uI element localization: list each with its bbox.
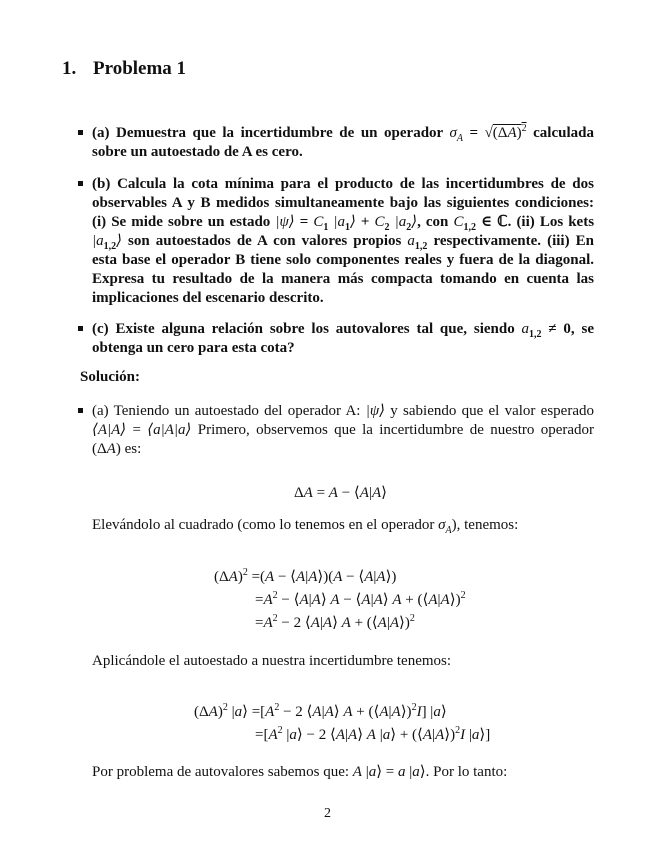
problem-item-c [80, 320, 594, 358]
equation-squared-line-1: $(\Delta A)^2 =(A$ − ⟨A|A⟩)(A − ⟨A|A⟩) [214, 567, 397, 585]
section-heading [62, 58, 186, 80]
problem-item-a-text: (a) Demuestra que la incertidumbre de un operador $\sigma_A = √(\Delta A)^2$ calculada sobre un autoestado de A es cero. [92, 123, 594, 160]
squaring-text: Elevándolo al cuadrado (como lo tenemos en el operador $\sigma_A$), tenemos: [92, 517, 519, 536]
equation-squared-line-3: $=A^2 - 2$ ⟨A|A⟩ A + (⟨A|A⟩)$^2$ [255, 613, 415, 631]
equation-applied-line-1: $(\Delta A)^2$ |a⟩ $=[A^2 - 2$ ⟨A|A⟩ A + (⟨A|A⟩)$^2$I] |a⟩ [194, 702, 447, 720]
bullet-icon [78, 181, 83, 186]
problem-item-b-text: (b) Calcula la cota mínima para el producto de las incertidumbres de dos observables A y B medidos simultaneamente bajo las siguientes condiciones: (i) Se mide sobre un estado |ψ⟩ = $C_1$ $|a_1⟩ + C_2$ $|a_2⟩$, con $C_{1,2}$ ∈ ℂ. (ii) Los kets $|a_{1,2}⟩$ son autoestados de A con valores propios $a_{1,2}$ respectivamente. (iii) En esta base el operador B tiene solo componentes reales y fuera de la diagonal. Expresa tu resultado de la manera más compacta tomando en cuenta las implicaciones del escenario descrito. [92, 176, 595, 306]
section-title: Problema 1 [93, 58, 187, 79]
eigen-text: Por problema de autovalores sabemos que: A |a⟩ = a |a⟩. Por lo tanto: [92, 764, 508, 780]
solution-item-a [80, 402, 594, 459]
equation-squared-line-2: $=A^2$ − ⟨A|A⟩ A − ⟨A|A⟩ A + (⟨A|A⟩)$^2$ [255, 590, 466, 608]
section-number: 1. [62, 58, 77, 79]
equation-applied-line-2: $=[A^2$ |a⟩ − 2 ⟨A|A⟩ A |a⟩ + (⟨A|A⟩)$^2$I |a⟩] [255, 725, 491, 743]
solution-intro-text: (a) Teniendo un autoestado del operador A: |ψ⟩ y sabiendo que el valor esperado ⟨A|A⟩ = ⟨a|A|a⟩ Primero, observemos que la incertidumbre de nuestro operador (ΔA) es: [92, 403, 594, 457]
applying-text: Aplicándole el autoestado a nuestra incertidumbre tenemos: [92, 653, 452, 669]
solution-heading: Solución: [80, 369, 141, 385]
problem-item-a [80, 124, 594, 162]
problem-item-b [80, 175, 594, 308]
bullet-icon [78, 408, 83, 413]
equation-delta-a: ΔA = A − ⟨A|A⟩ [294, 485, 387, 501]
bullet-icon [78, 130, 83, 135]
page-number: 2 [324, 806, 331, 821]
bullet-icon [78, 326, 83, 331]
problem-item-c-text: (c) Existe alguna relación sobre los autovalores tal que, siendo $a_{1,2} \ne 0$, se obtenga un cero para esta cota? [92, 321, 594, 356]
